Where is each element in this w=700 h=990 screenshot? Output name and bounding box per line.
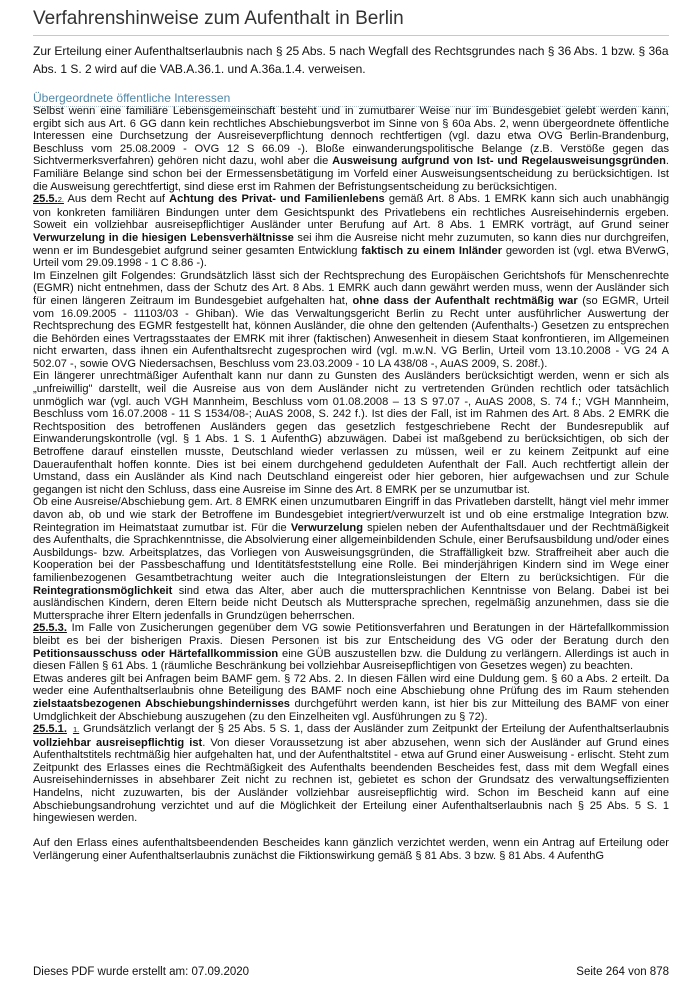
section-reference-link[interactable]: 25.5.3. — [33, 622, 67, 635]
paragraph: Etwas anderes gilt bei Anfragen beim BAMF gem. § 72 Abs. 2. In diesen Fällen wird eine Duldung gem. § 60 a Abs. 2 erteilt. Da weder eine Aufenthaltserlaubnis ohne Beteiligung des BAMF noch eine Abschiebung ohne Prüfung des im Raum stehenden zielstaatsbezogenen Abschiebungshindernisses durchgeführt werden kann, ist hier bis zur Mitteilung des BAMF von einer Umdglichkeit der Abschiebung auszugehen (zu den Einzelheiten vgl. Ausführungen zu § 72). — [33, 672, 669, 723]
section-heading: Übergeordnete öffentliche Interessen — [33, 91, 669, 107]
paragraph: Ein längerer unrechtmäßiger Aufenthalt kann nur dann zu Gunsten des Ausländers berücksichtigt werden, wenn er sich als „unfreiwillig" darstellt, weil die Ausreise aus von dem Ausländer nicht zu vertretenden Gründen rechtlich oder tatsächlich unmöglich war (vgl. auch VGH Mannheim, Beschluss vom 01.08.2008 – 13 S 97.07 -, AuAS 2008, S. 74 f.; VGH Mannheim, Beschluss vom 16.07.2008 - 11 S 1534/08-; AuAS 2008, S. 242 f.). Ist dies der Fall, ist im Rahmen des Art. 8 Abs. 2 EMRK die Rechtsposition des betroffenen Ausländers gegen das gesetzlich festgeschriebene Recht der Bundesrepublik auf Einwanderungskontrolle (vgl. § 1 Abs. 1 S. 1 AufenthG) abzuwägen. Dabei ist maßgebend zu berücksichtigen, ob sich der Betroffene darauf einstellen musste, Deutschland wieder verlassen zu müssen, weil er zu keinem Zeitpunkt auf eine Daueraufenthalt hoffen konnte. Dies ist bei einem durchgehend geduldeten Aufenthalt der Fall. Auch rechtfertigt allein der Umstand, dass ein Ausländer als Kind nach Deutschland eingereist oder hier geboren, hier aufgewachsen und zur Schule gegangen ist nicht den Schluss, dass eine Ausreise im Sinne des Art. 8 EMRK per se unzumutbar ist. — [33, 370, 669, 496]
section-reference-link[interactable]: 25.5. — [33, 193, 58, 206]
paragraph: Selbst wenn eine familiäre Lebensgemeinschaft besteht und in zumutbarer Weise nur im Bundesgebiet gelebt werden kann, ergibt sich aus Art. 6 GG dann kein rechtliches Abschiebungsverbot im Sinne von § 60a Abs. 2, wenn übergeordnete öffentliche Interessen eine Durchsetzung der Ausreiseverpflichtung dennoch rechtfertigen (vgl. dazu etwa OVG Berlin-Brandenburg, Beschluss vom 25.08.2009 - OVG 12 S 66.09 -). Bloße einwanderungspolitische Belange (z.B. Verstöße gegen das Sichtvermerksverfahren) gehören nicht dazu, wohl aber die Ausweisung aufgrund von Ist- und Regelausweisungsgründen. Familiäre Belange sind schon bei der Ermessensbetätigung im Vorfeld einer Ausweisungsentscheidung zu berücksichtigen. Ist die Ausweisung gerechtfertigt, sind diese erst im Rahmen der Befristungsentscheidung zu berücksichtigen. — [33, 105, 669, 193]
section-reference-sub-link[interactable]: 2. — [57, 195, 64, 205]
paragraph: Ob eine Ausreise/Abschiebung gem. Art. 8 EMRK einen unzumutbaren Eingriff in das Privatleben darstellt, hängt viel mehr immer davon ab, ob und wie stark der Betroffene im Bundesgebiet integriert/verwurzelt ist und ob eine erstmalige Integration bzw. Reintegration im Heimatstaat zumutbar ist. Für die Verwurzelung spielen neben der Aufenthaltsdauer und der Rechtmäßigkeit des Aufenthalts, die Sprachkenntnisse, die Absolvierung einer allgemeinbildenden Schule, einer Berufsausbildung und/oder eines Ausbildungs- bzw. Arbeitsplatzes, das Vorliegen von Ausweisungsgründen, die Straffälligkeit bzw. Straffreiheit aber auch die Kooperation bei der Passbeschaffung und Identitätsfeststellung eine Rolle. Bei minderjährigen Kindern sind im Wege einer familienbezogenen Gesamtbetrachtung weiter auch die Integrationsleistungen der Eltern zu berücksichtigen. Für die Reintegrationsmöglichkeit sind etwa das Alter, aber auch die muttersprachlichen Kenntnisse von Belang. Dabei ist bei ausländischen Kindern, deren Eltern beide nicht Deutsch als Muttersprache sprechen, regelmäßig anzunehmen, dass sie die Muttersprache ihrer Eltern jedenfalls in Grundzügen beherrschen. — [33, 496, 669, 622]
paragraph: Im Einzelnen gilt Folgendes: Grundsätzlich lässt sich der Rechtsprechung des Europäischen Gerichtshofs für Menschenrechte (EGMR) nicht entnehmen, dass der Schutz des Art. 8 Abs. 1 EMRK auch dann gewährt werden muss, wenn der Ausländer sich für einen längeren Zeitraum im Bundesgebiet aufgehalten hat, ohne dass der Aufenthalt rechtmäßig war (so EGMR, Urteil vom 16.09.2005 - 11103/03 - Ghiban). Wie das Verwaltungsgericht Berlin zu Recht unter ausführlicher Auswertung der Rechtsprechung des EGMR festgestellt hat, können Ausländer, die ohne den geltenden (Aufenthalts-) Gesetzen zu entsprechen die Behörden eines Vertragsstaates der EMRK mit ihrer (faktischen) Anwesenheit in diesem Staat konfrontieren, im Allgemeinen nicht erwarten, dass ihnen ein Aufenthaltsrecht zugesprochen wird (vgl. m.w.N. VG Berlin, Urteil vom 13.10.2008 - VG 24 A 502.07 -, sowie OVG Niedersachsen, Beschluss vom 23.03.2009 - 10 LA 438/08 -, AuAS 2009, S. 208f.). — [33, 269, 669, 370]
paragraph: 25.5.2. Aus dem Recht auf Achtung des Privat- und Familienlebens gemäß Art. 8 Abs. 1 EMRK kann sich auch unabhängig von konkreten familiären Bindungen unter dem Gesichtspunkt des Privatlebens ein rechtliches Ausreisehindernis ergeben. Soweit ein vollziehbar ausreisepflichtiger Ausländer unter Berufung auf Art. 8 Abs. 1 EMRK vorträgt, auf Grund seiner Verwurzelung in die hiesigen Lebensverhältnisse sei ihm die Ausreise nicht mehr zuzumuten, so kann dies nur durchgreifen, wenn er im Bundesgebiet aufgrund seiner gesamten Entwicklung faktisch zu einem Inländer geworden ist (vgl. etwa BVerwG, Urteil vom 29.09.1998 - 1 C 8.86 -). — [33, 193, 669, 270]
paragraph: Auf den Erlass eines aufenthaltsbeendenden Bescheides kann gänzlich verzichtet werden, wenn ein Antrag auf Erteilung oder Verlängerung einer Aufenthaltserlaubnis zunächst die Fiktionswirkung gemäß § 81 Abs. 3 bzw. § 81 Abs. 4 AufenthG — [33, 837, 669, 863]
page-title: Verfahrenshinweise zum Aufenthalt in Berlin — [33, 8, 669, 36]
paragraph: 25.5.1. 1. Grundsätzlich verlangt der § 25 Abs. 5 S. 1, dass der Ausländer zum Zeitpunkt der Erteilung der Aufenthaltserlaubnis vollziehbar ausreisepflichtig ist. Von dieser Voraussetzung ist aber abzusehen, wenn sich der Ausländer auf Grund eines Aufenthaltstitels rechtmäßig hier aufgehalten hat, und der Aufenthaltstitel - etwa auf Grund einer Ausweisung - erlischt. Steht zum Zeitpunkt des Erlasses eines die Rechtmäßigkeit des Aufenthalts beendenden Bescheides fest, dass mit dem Wegfall eines Ausreisehindernisses in absehbarer Zeit nicht zu rechnen ist, gebietet es schon der Grundsatz des verwaltungseffizienten Handelns, nicht zuzuwarten, bis der Ausländer vollziehbar ausreisepflichtig wird. Schon im Bescheid kann auf eine Abschiebungsandrohung verzichtet und auf die Möglichkeit der Erteilung einer Aufenthaltserlaubnis nach § 25 Abs. 5 S. 1 hingewiesen werden. — [33, 723, 669, 825]
body-text — [33, 105, 669, 863]
intro-paragraph: Zur Erteilung einer Aufenthaltserlaubnis nach § 25 Abs. 5 nach Wegfall des Rechtsgrundes nach § 36 Abs. 1 bzw. § 36a Abs. 1 S. 2 wird auf die VAB.A.36.1. und A.36a.1.4. verweisen. — [33, 44, 669, 76]
footer-page-number: Seite 264 von 878 — [576, 966, 669, 978]
paragraph: 25.5.3. Im Falle von Zusicherungen gegenüber dem VG sowie Petitionsverfahren und Beratungen in der Härtefallkommission bleibt es bei der bisherigen Praxis. Diesen Personen ist bis zur Entscheidung des VG oder der Beratung durch den Petitionsausschuss oder Härtefallkommission eine GÜB auszustellen bzw. die Duldung zu verlängern. Allerdings ist auch in diesen Fällen § 61 Abs. 1 (räumliche Beschränkung bei vollziehbar Ausreisepflichtigen von Gesetzes wegen) zu beachten. — [33, 622, 669, 673]
footer-created-date: Dieses PDF wurde erstellt am: 07.09.2020 — [33, 966, 250, 978]
section-reference-link[interactable]: 25.5.1. — [33, 723, 67, 736]
section-reference-sub-link[interactable]: 1. — [72, 725, 80, 735]
